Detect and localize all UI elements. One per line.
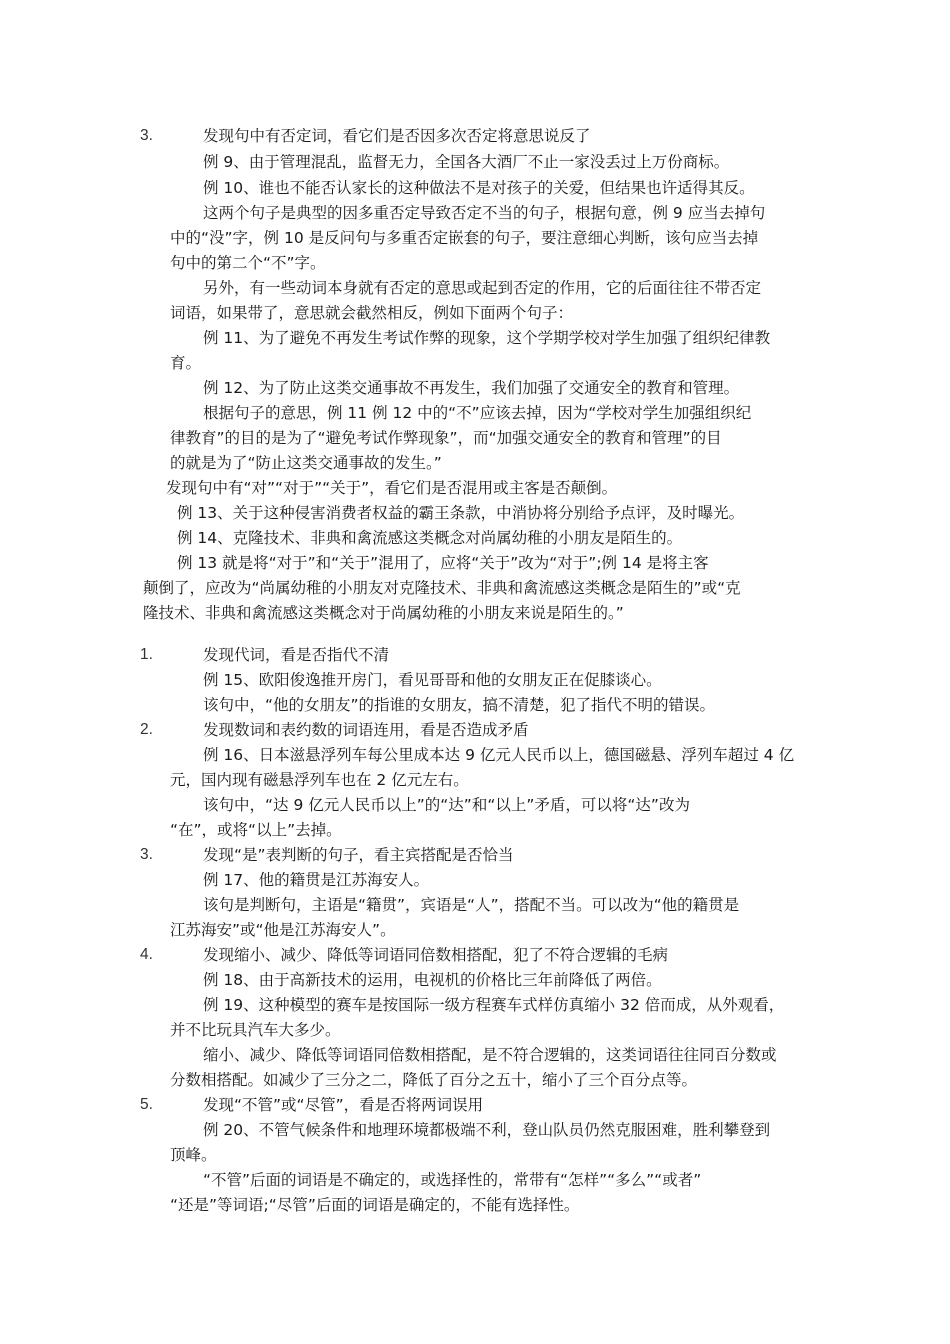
paragraph-line: 颠倒了，应改为“尚属幼稚的小朋友对克隆技术、非典和禽流感这类概念是陌生的”或“克 bbox=[143, 579, 741, 597]
paragraph-line: 隆技术、非典和禽流感这类概念对于尚属幼稚的小朋友来说是陌生的。” bbox=[143, 604, 624, 622]
section-heading: 发现代词，看是否指代不清 bbox=[203, 646, 390, 664]
paragraph-line: 例 13 就是将“对于”和“关于”混用了，应将“关于”改为“对于”;例 14 是将主客 bbox=[177, 554, 709, 572]
example-sentence: 育。 bbox=[170, 354, 202, 372]
example-sentence: 例 16、日本滋悬浮列车每公里成本达 9 亿元人民币以上，德国磁悬、浮列车超过 4 亿 bbox=[203, 746, 795, 764]
example-sentence: 例 11、为了避免不再发生考试作弊的现象，这个学期学校对学生加强了组织纪律教 bbox=[203, 329, 771, 347]
section-heading: 发现“不管”或“尽管”，看是否将两词误用 bbox=[203, 1096, 484, 1114]
example-sentence: 例 14、克隆技术、非典和禽流感这类概念对尚属幼稚的小朋友是陌生的。 bbox=[177, 529, 683, 547]
example-sentence: 例 18、由于高新技术的运用，电视机的价格比三年前降低了两倍。 bbox=[203, 971, 662, 989]
paragraph-line: 江苏海安”或“他是江苏海安人”。 bbox=[170, 921, 396, 939]
example-sentence: 例 13、关于这种侵害消费者权益的霸王条款，中消协将分别给予点评，及时曝光。 bbox=[177, 504, 745, 522]
section-heading: 发现缩小、减少、降低等词语同倍数相搭配，犯了不符合逻辑的毛病 bbox=[203, 946, 669, 964]
paragraph-line: 分数相搭配。如减少了三分之二，降低了百分之五十，缩小了三个百分点等。 bbox=[170, 1071, 698, 1089]
example-sentence: 例 15、欧阳俊逸推开房门，看见哥哥和他的女朋友正在促膝谈心。 bbox=[203, 671, 662, 689]
paragraph-line: 该句中，“他的女朋友”的指谁的女朋友，搞不清楚，犯了指代不明的错误。 bbox=[203, 696, 716, 714]
section-heading: 发现句中有否定词，看它们是否因多次否定将意思说反了 bbox=[203, 127, 591, 145]
section-heading: 发现“是”表判断的句子，看主宾搭配是否恰当 bbox=[203, 846, 514, 864]
paragraph-line: “不管”后面的词语是不确定的，或选择性的，常带有“怎样”“多么”“或者” bbox=[203, 1171, 702, 1189]
example-sentence: 例 9、由于管理混乱，监督无力，全国各大酒厂不止一家没丢过上万份商标。 bbox=[203, 153, 730, 171]
paragraph-line: 词语，如果带了，意思就会截然相反，例如下面两个句子： bbox=[170, 304, 574, 322]
list-number: 3. bbox=[140, 846, 153, 863]
example-sentence: 元，国内现有磁悬浮列车也在 2 亿元左右。 bbox=[170, 771, 469, 789]
paragraph-line: 该句中，“达 9 亿元人民币以上”的“达”和“以上”矛盾，可以将“达”改为 bbox=[203, 796, 690, 814]
example-sentence: 例 10、谁也不能否认家长的这种做法不是对孩子的关爱，但结果也许适得其反。 bbox=[203, 179, 755, 197]
section-heading: 发现数词和表约数的词语连用，看是否造成矛盾 bbox=[203, 721, 529, 739]
paragraph-line: 另外，有一些动词本身就有否定的意思或起到否定的作用，它的后面往往不带否定 bbox=[203, 279, 762, 297]
example-sentence: 例 12、为了防止这类交通事故不再发生，我们加强了交通安全的教育和管理。 bbox=[203, 379, 740, 397]
example-sentence: 并不比玩具汽车大多少。 bbox=[170, 1021, 341, 1039]
paragraph-line: 中的“没”字，例 10 是反问句与多重否定嵌套的句子，要注意细心判断，该句应当去掉 bbox=[170, 229, 759, 247]
list-number: 1. bbox=[140, 646, 153, 663]
list-number: 5. bbox=[140, 1096, 153, 1113]
example-sentence: 例 19、这种模型的赛车是按国际一级方程赛车式样仿真缩小 32 倍而成，从外观看， bbox=[203, 996, 785, 1014]
example-sentence: 例 17、他的籍贯是江苏海安人。 bbox=[203, 871, 430, 889]
paragraph-line: 的就是为了“防止这类交通事故的发生。” bbox=[170, 454, 442, 472]
paragraph-line: 律教育”的目的是为了“避免考试作弊现象”，而“加强交通安全的教育和管理”的目 bbox=[170, 429, 722, 447]
paragraph-line: “还是”等词语;“尽管”后面的词语是确定的，不能有选择性。 bbox=[170, 1196, 580, 1214]
paragraph-line: “在”，或将“以上”去掉。 bbox=[170, 821, 342, 839]
list-number: 2. bbox=[140, 721, 153, 738]
example-sentence: 顶峰。 bbox=[170, 1146, 217, 1164]
list-number: 4. bbox=[140, 946, 153, 963]
paragraph-line: 该句是判断句，主语是“籍贯”，宾语是“人”，搭配不当。可以改为“他的籍贯是 bbox=[203, 896, 740, 914]
section-heading: 发现句中有“对”“对于”“关于”，看它们是否混用或主客是否颠倒。 bbox=[166, 479, 618, 497]
example-sentence: 例 20、不管气候条件和地理环境都极端不利，登山队员仍然克服困难，胜利攀登到 bbox=[203, 1121, 771, 1139]
paragraph-line: 根据句子的意思，例 11 例 12 中的“不”应该去掉，因为“学校对学生加强组织纪 bbox=[203, 404, 752, 422]
paragraph-line: 这两个句子是典型的因多重否定导致否定不当的句子，根据句意，例 9 应当去掉句 bbox=[203, 204, 766, 222]
paragraph-line: 缩小、减少、降低等词语同倍数相搭配，是不符合逻辑的，这类词语往往同百分数或 bbox=[203, 1046, 777, 1064]
list-number: 3. bbox=[140, 127, 153, 144]
paragraph-line: 句中的第二个“不”字。 bbox=[170, 254, 326, 272]
